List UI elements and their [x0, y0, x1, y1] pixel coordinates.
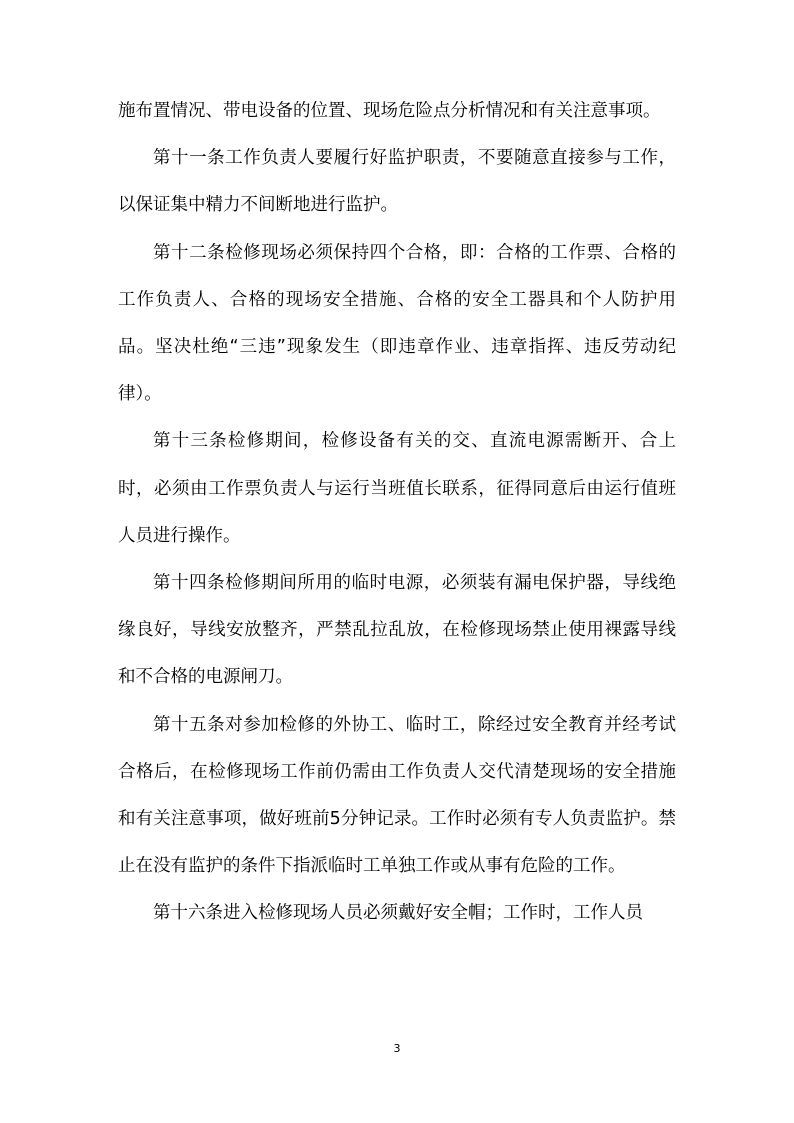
- page-number: 3: [393, 1042, 401, 1055]
- document-body: [118, 88, 676, 938]
- paragraph-article-13: 第十三条检修期间，检修设备有关的交、直流电源需断开、合上时，必须由工作票负责人与运行当班值长联系，征得同意后由运行值班人员进行操作。: [118, 431, 676, 546]
- paragraph-article-14: 第十四条检修期间所用的临时电源，必须装有漏电保护器，导线绝缘良好，导线安放整齐，严禁乱拉乱放，在检修现场禁止使用裸露导线和不合格的电源闸刀。: [118, 573, 676, 688]
- paragraph-continuation: 施布置情况、带电设备的位置、现场危险点分析情况和有关注意事项。: [118, 101, 661, 121]
- paragraph-article-15: 第十五条对参加检修的外协工、临时工，除经过安全教育并经考试合格后，在检修现场工作前仍需由工作负责人交代清楚现场的安全措施和有关注意事项，做好班前5分钟记录。工作时必须有专人负责监护。禁止在没有监护的条件下指派临时工单独工作或从事有危险的工作。: [118, 714, 676, 877]
- paragraph-article-11: 第十一条工作负责人要履行好监护职责，不要随意直接参与工作，以保证集中精力不间断地进行监护。: [118, 148, 676, 216]
- paragraph-article-12: 第十二条检修现场必须保持四个合格，即：合格的工作票、合格的工作负责人、合格的现场安全措施、合格的安全工器具和个人防护用品。坚决杜绝“三违”现象发生（即违章作业、违章指挥、违反劳动纪律）。: [118, 242, 676, 405]
- paragraph-article-16: 第十六条进入检修现场人员必须戴好安全帽；工作时，工作人员: [153, 903, 643, 924]
